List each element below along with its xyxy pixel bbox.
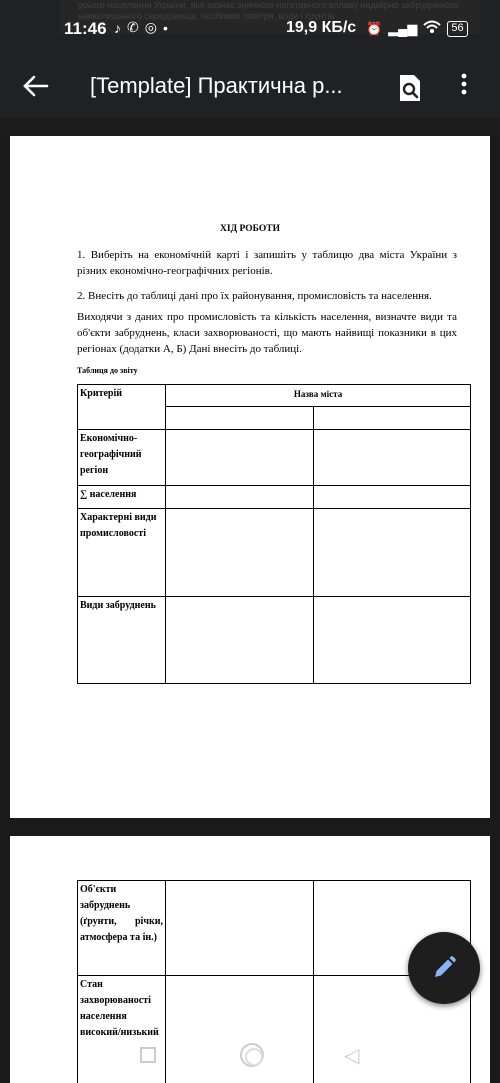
table-row [78,486,471,509]
nav-back-button[interactable]: ◁ [344,1043,360,1067]
pencil-icon [431,955,457,981]
section-heading: ХІД РОБОТИ [220,224,280,234]
notification-icons [114,19,168,36]
viber-icon: ✆ [127,19,139,35]
city-name-header: Назва міста [166,385,471,407]
value-cell [314,486,471,509]
instagram-icon: ◎ [144,19,157,35]
instruction-paragraph-1: 1. Виберіть на економічній карті і запишіть у таблицю два міста України з різних економічно-географічних регіонів. [77,249,457,277]
tiktok-icon: ♪ [114,19,121,36]
status-bar [0,0,500,58]
document-page-1 [10,136,490,818]
value-cell [314,430,471,486]
city-2-cell [314,407,471,430]
edit-fab-button[interactable] [408,932,480,1004]
table-row [78,597,471,684]
value-cell [166,509,314,597]
value-cell [166,881,314,976]
value-cell [166,486,314,509]
table-row [78,509,471,597]
criteria-cell: Характерні види промисловості [78,509,166,597]
arrow-left-icon [23,75,49,97]
table-header-row [78,385,471,407]
criteria-header: Критерій [78,385,166,430]
back-button[interactable] [16,68,56,108]
instruction-paragraph-2: 2. Внесіть до таблиці дані про їх районування, промисловість та населення. [77,290,432,302]
more-options-button[interactable] [452,70,476,106]
viewer-background [0,118,500,136]
criteria-cell: Об'єкти забруднень (ґрунти, річки, атмосфера та ін.) [78,881,166,976]
value-cell [314,597,471,684]
value-cell [314,509,471,597]
page-bleed-text: усього населення України, яке зазнає значного негативного впливу надмірно забрудненого навколишнього середовища, особливо повітря, води і ґрунтів [60,0,480,34]
system-navigation-bar [0,1035,500,1083]
wifi-icon [423,20,441,37]
home-button[interactable] [240,1043,264,1067]
network-speed: 19,9 КБ/с [286,19,357,36]
criteria-cell: Види забруднень [78,597,166,684]
recent-apps-button[interactable] [140,1047,156,1063]
battery-icon: 56 [447,21,467,37]
more-vert-icon [461,73,467,95]
app-bar [0,58,500,118]
status-time: 11:46 [64,19,107,38]
criteria-cell: Економічно-географічний регіон [78,430,166,486]
value-cell [166,430,314,486]
report-table [77,384,471,684]
alarm-icon: ⏰ [366,20,383,36]
city-1-cell [166,407,314,430]
criteria-cell: ∑ населення [78,486,166,509]
dot-icon: • [162,19,168,36]
instruction-paragraph-3: Виходячи з даних про промисловість та кількість населення, визначте види та об'єкти забруднень, класи захворюваності, що мають найвищі показники в цих регіонах (додатки А, Б) Дані внесіть до таблиці. [77,311,457,355]
signal-icon: ▂▄▆ [388,20,418,36]
system-icons [366,20,468,37]
table-caption: Таблиця до звіту [77,366,138,375]
table-row [78,430,471,486]
document-search-icon [394,72,426,104]
value-cell [166,597,314,684]
criteria-cell: Стан захворюваності населення високий/низький [78,976,166,1083]
document-title: [Template] Практична р... [90,73,343,98]
search-in-document-button[interactable] [394,72,426,104]
